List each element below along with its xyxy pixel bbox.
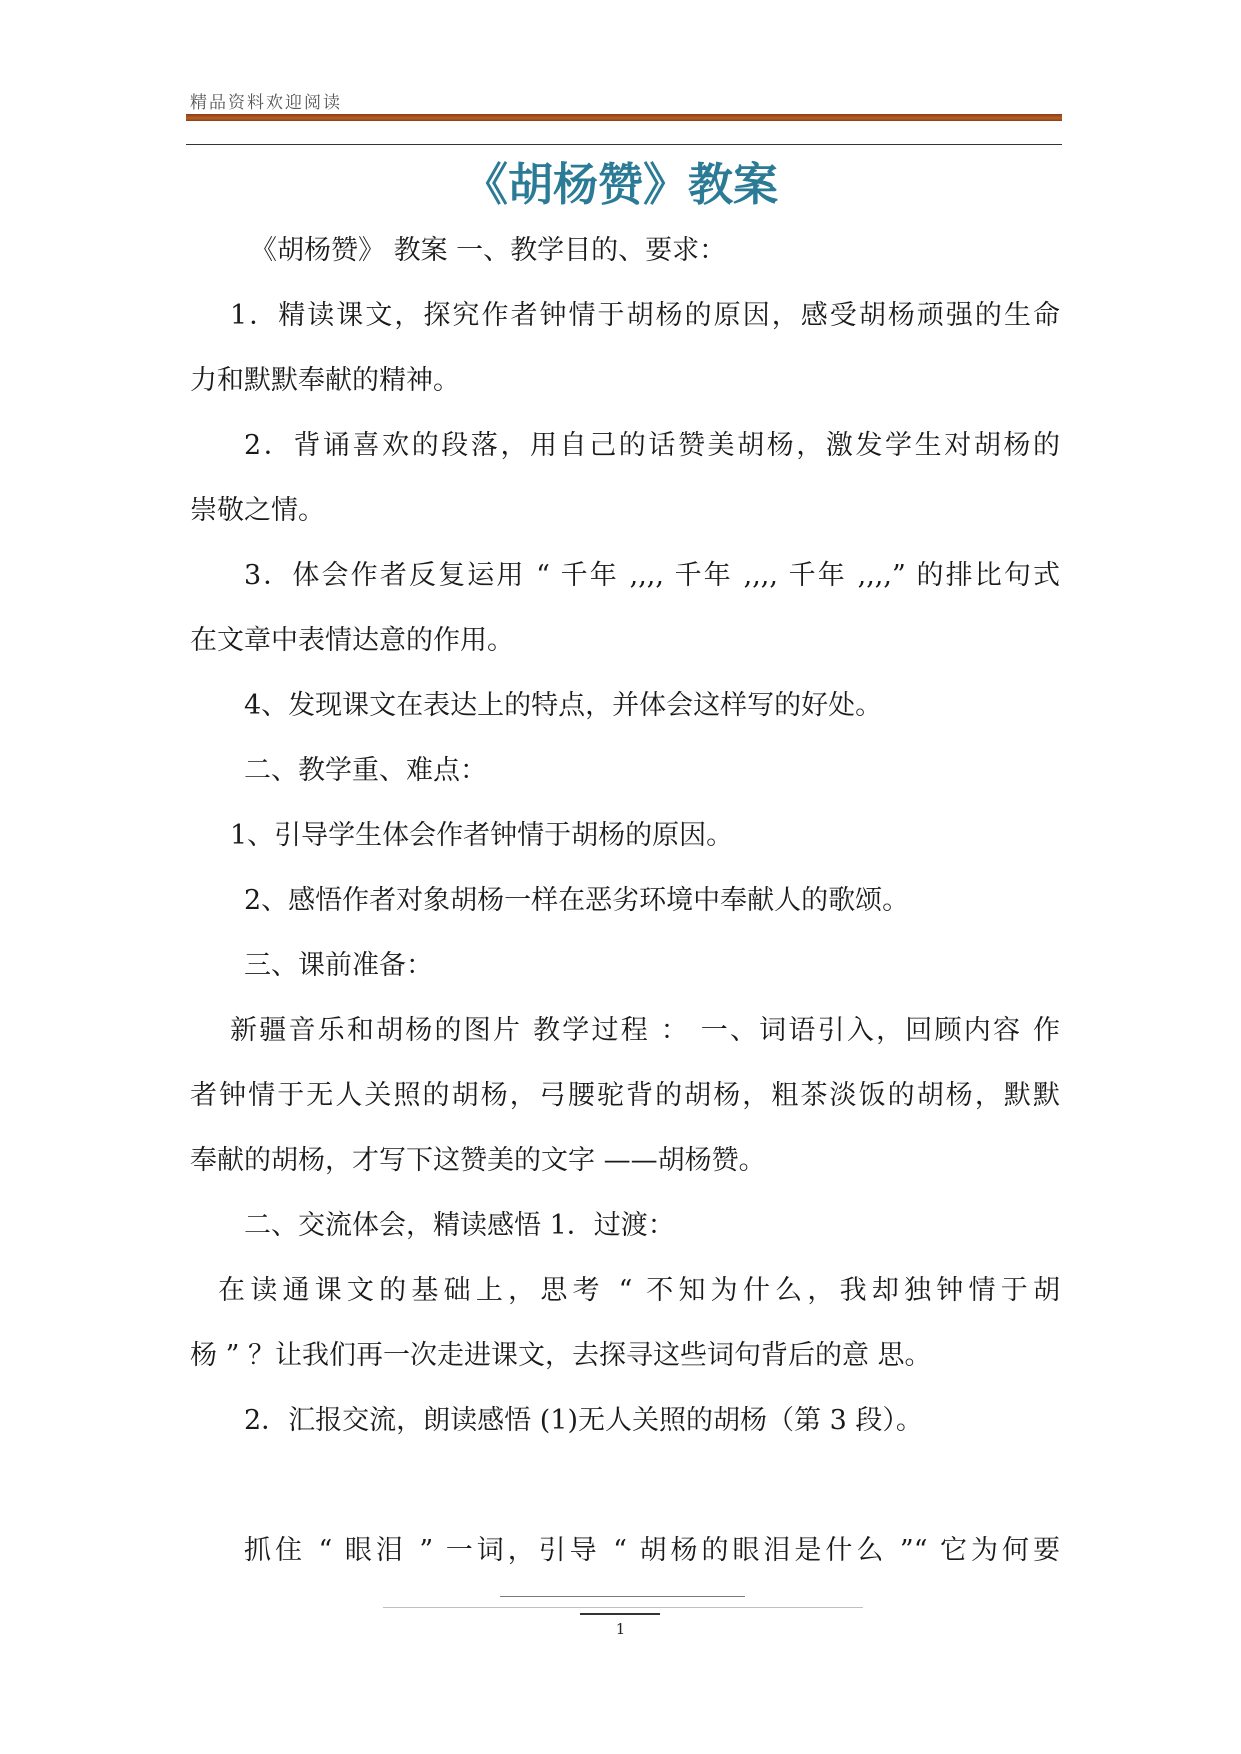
paragraph-objective-1-line2: 力和默默奉献的精神。 bbox=[190, 365, 460, 396]
paragraph-tears-line: 抓住 “ 眼泪 ” 一词，引导 “ 胡杨的眼泪是什么 ”“ 它为何要 bbox=[244, 1535, 1060, 1566]
paragraph-report-heading: 2．汇报交流，朗读感悟 (1)无人关照的胡杨（第 3 段）。 bbox=[244, 1405, 923, 1436]
page-number: 1 bbox=[615, 1620, 626, 1638]
paragraph-spacer bbox=[190, 1453, 1060, 1518]
page-header-text: 精品资料欢迎阅读 bbox=[190, 93, 342, 113]
paragraph-preparation-line1: 新疆音乐和胡杨的图片 教学过程 ： 一、词语引入，回顾内容 作 bbox=[230, 1015, 1060, 1046]
paragraph-objective-3-line2: 在文章中表情达意的作用。 bbox=[190, 625, 514, 656]
header-rule-thick bbox=[186, 114, 1062, 121]
header-rule-thin bbox=[186, 144, 1062, 145]
paragraph-preparation-line3: 奉献的胡杨，才写下这赞美的文字 ——胡杨赞。 bbox=[190, 1145, 766, 1176]
paragraph-objective-2-line1: 2．背诵喜欢的段落，用自己的话赞美胡杨，激发学生对胡杨的 bbox=[244, 430, 1060, 461]
document-title: 《胡杨赞》教案 bbox=[462, 158, 778, 211]
paragraph-discussion-line2: 杨 ” ？让我们再一次走进课文，去探寻这些词句背后的意 思。 bbox=[190, 1340, 932, 1371]
footer-rule-lower bbox=[383, 1607, 863, 1608]
paragraph-discussion-heading: 二、交流体会，精读感悟 1．过渡： bbox=[244, 1210, 675, 1241]
paragraph-objective-1-line1: 1．精读课文，探究作者钟情于胡杨的原因，感受胡杨顽强的生命 bbox=[230, 300, 1060, 331]
footer-rule-center bbox=[580, 1613, 660, 1615]
footer-rule-upper bbox=[500, 1596, 745, 1597]
paragraph-discussion-line1: 在读通课文的基础上，思考 “ 不知为什么，我却独钟情于胡 bbox=[218, 1275, 1060, 1306]
paragraph-key-point-2: 2、感悟作者对象胡杨一样在恶劣环境中奉献人的歌颂。 bbox=[244, 885, 910, 916]
paragraph-objective-4: 4、发现课文在表达上的特点，并体会这样写的好处。 bbox=[244, 690, 883, 721]
paragraph-preparation-heading: 三、课前准备： bbox=[244, 950, 433, 981]
document-body bbox=[190, 218, 1060, 1583]
paragraph-objective-2-line2: 崇敬之情。 bbox=[190, 495, 325, 526]
paragraph-preparation-line2: 者钟情于无人关照的胡杨，弓腰驼背的胡杨，粗茶淡饭的胡杨，默默 bbox=[190, 1080, 1060, 1111]
paragraph-key-point-1: 1、引导学生体会作者钟情于胡杨的原因。 bbox=[230, 820, 734, 851]
paragraph-objectives-heading: 《胡杨赞》 教案 一、教学目的、要求： bbox=[250, 235, 727, 266]
paragraph-key-points-heading: 二、教学重、难点： bbox=[244, 755, 487, 786]
paragraph-objective-3-line1: 3．体会作者反复运用 “ 千年 ,,,, 千年 ,,,, 千年 ,,,,” 的排比句式 bbox=[244, 560, 1060, 591]
